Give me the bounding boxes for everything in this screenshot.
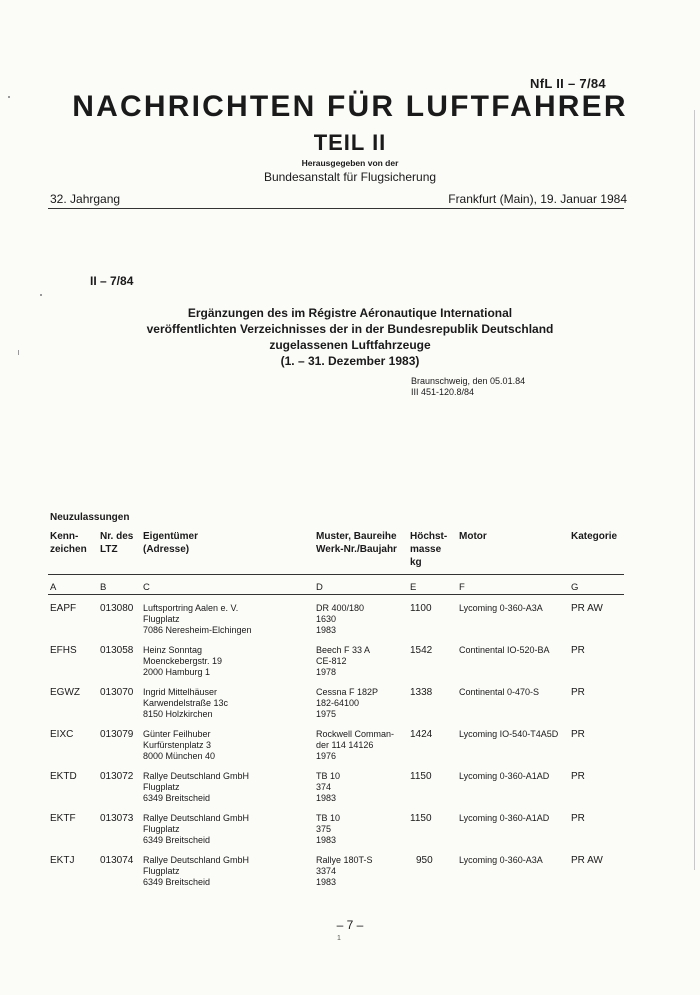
table-row — [0, 603, 700, 647]
owner-line: Ingrid Mittelhäuser — [143, 687, 218, 697]
type-line: 1983 — [316, 793, 337, 803]
cell-type — [316, 813, 340, 846]
header-category — [571, 530, 617, 543]
cell-category: PR — [571, 687, 585, 698]
cell-category: PR AW — [571, 855, 603, 866]
publisher-intro: Herausgegeben von der — [301, 158, 399, 168]
type-line: 3374 — [316, 866, 337, 876]
cell-registration: EFHS — [50, 645, 77, 656]
type-line: TB 10 — [316, 771, 341, 781]
header-text: Motor — [459, 531, 487, 542]
owner-line: 6349 Breitscheid — [143, 793, 211, 803]
column-letter: F — [459, 582, 465, 593]
scan-dot — [40, 294, 42, 296]
cell-category: PR AW — [571, 603, 603, 614]
scan-edge-line — [694, 110, 695, 870]
cell-registration: EKTJ — [50, 855, 75, 866]
owner-line: 6349 Breitscheid — [143, 835, 211, 845]
type-line: 1976 — [316, 751, 337, 761]
type-line: Rockwell Comman- — [316, 729, 395, 739]
cell-motor: Lycoming IO-540-T4A5D — [459, 729, 559, 739]
cell-mass: 1150 — [410, 813, 432, 824]
cell-category: PR — [571, 813, 585, 824]
cell-owner — [143, 645, 222, 678]
document-reference: NfL II – 7/84 — [530, 76, 606, 91]
page-number: – 7 – — [336, 918, 364, 932]
cell-type — [316, 603, 364, 636]
type-line: Cessna F 182P — [316, 687, 379, 697]
cell-owner — [143, 729, 215, 762]
column-letter: A — [50, 582, 57, 593]
scan-dot — [18, 350, 19, 355]
cell-ltz: 013058 — [100, 645, 134, 656]
type-line: 1983 — [316, 625, 337, 635]
type-line: 1630 — [316, 614, 337, 624]
table-row — [0, 855, 700, 899]
issuer-block — [411, 376, 525, 398]
heading-line: zugelassenen Luftfahrzeuge — [269, 338, 431, 352]
table-row — [0, 771, 700, 815]
header-text: kg — [410, 557, 422, 568]
cell-motor: Lycoming 0-360-A1AD — [459, 813, 550, 823]
owner-line: Rallye Deutschland GmbH — [143, 771, 250, 781]
heading-line: veröffentlichten Verzeichnisses der in der Bundesrepublik Deutschland — [146, 322, 554, 336]
owner-line: 2000 Hamburg 1 — [143, 667, 211, 677]
issuer-reference: III 451-120.8/84 — [411, 387, 475, 397]
cell-registration: EIXC — [50, 729, 74, 740]
header-text: Eigentümer — [143, 531, 199, 542]
header-ltz — [100, 530, 133, 556]
cell-category: PR — [571, 771, 585, 782]
owner-line: Rallye Deutschland GmbH — [143, 813, 250, 823]
header-text: Nr. des — [100, 531, 134, 542]
owner-line: Flugplatz — [143, 782, 180, 792]
table-header-divider — [48, 574, 624, 575]
column-letter: B — [100, 582, 107, 593]
table-row — [0, 645, 700, 689]
scan-dot — [8, 96, 10, 98]
heading-line: (1. – 31. Dezember 1983) — [280, 354, 420, 368]
owner-line: 8000 München 40 — [143, 751, 216, 761]
header-text: Muster, Baureihe — [316, 531, 397, 542]
cell-motor: Continental 0-470-S — [459, 687, 540, 697]
owner-line: Flugplatz — [143, 614, 180, 624]
header-kennzeichen — [50, 530, 87, 556]
table-letter-divider — [48, 594, 624, 595]
column-letter: G — [571, 582, 579, 593]
cell-registration: EKTF — [50, 813, 76, 824]
table-row — [0, 729, 700, 773]
type-line: 375 — [316, 824, 332, 834]
cell-owner — [143, 771, 249, 804]
cell-mass: 1424 — [410, 729, 433, 740]
place-date: Frankfurt (Main), 19. Januar 1984 — [448, 192, 627, 206]
owner-line: Luftsportring Aalen e. V. — [143, 603, 239, 613]
cell-registration: EGWZ — [50, 687, 80, 698]
publisher-name: Bundesanstalt für Flugsicherung — [263, 170, 437, 184]
cell-mass: 1100 — [410, 603, 432, 614]
cell-mass: 1150 — [410, 771, 432, 782]
owner-line: Karwendelstraße 13c — [143, 698, 229, 708]
cell-ltz: 013070 — [100, 687, 134, 698]
publication-title: NACHRICHTEN FÜR LUFTFAHRER — [72, 90, 628, 123]
owner-line: Rallye Deutschland GmbH — [143, 855, 250, 865]
cell-ltz: 013074 — [100, 855, 134, 866]
type-line: 1978 — [316, 667, 337, 677]
header-text: Höchst- — [410, 531, 448, 542]
heading-line: Ergänzungen des im Régistre Aéronautique International — [187, 306, 513, 320]
cell-category: PR — [571, 729, 585, 740]
owner-line: Günter Feilhuber — [143, 729, 211, 739]
notice-heading — [0, 305, 700, 369]
header-text: Kategorie — [571, 531, 618, 542]
volume-label: 32. Jahrgang — [50, 192, 121, 206]
cell-registration: EAPF — [50, 603, 77, 614]
type-line: Beech F 33 A — [316, 645, 371, 655]
section-title: Neuzulassungen — [50, 512, 130, 523]
cell-ltz: 013072 — [100, 771, 134, 782]
cell-ltz: 013079 — [100, 729, 134, 740]
issuer-place-date: Braunschweig, den 05.01.84 — [411, 376, 526, 386]
cell-type — [316, 771, 340, 804]
header-type — [316, 530, 397, 556]
owner-line: 6349 Breitscheid — [143, 877, 211, 887]
cell-ltz: 013073 — [100, 813, 134, 824]
cell-owner — [143, 813, 249, 846]
table-row — [0, 813, 700, 857]
page-sub-mark: 1 — [337, 935, 341, 942]
owner-line: Kurfürstenplatz 3 — [143, 740, 212, 750]
type-line: DR 400/180 — [316, 603, 365, 613]
owner-line: 8150 Holzkirchen — [143, 709, 213, 719]
cell-category: PR — [571, 645, 585, 656]
type-line: 1983 — [316, 877, 337, 887]
type-line: Rallye 180T-S — [316, 855, 373, 865]
header-text: (Adresse) — [143, 544, 190, 555]
header-divider — [48, 208, 624, 209]
type-line: 182-64100 — [316, 698, 360, 708]
type-line: 374 — [316, 782, 332, 792]
cell-mass: 1542 — [410, 645, 433, 656]
type-line: TB 10 — [316, 813, 341, 823]
cell-mass: 950 — [416, 855, 433, 866]
cell-mass: 1338 — [410, 687, 433, 698]
type-line: 1975 — [316, 709, 337, 719]
owner-line: 7086 Neresheim-Elchingen — [143, 625, 252, 635]
cell-registration: EKTD — [50, 771, 77, 782]
table-row — [0, 687, 700, 731]
cell-type — [316, 855, 373, 888]
header-text: Kenn- — [50, 531, 79, 542]
owner-line: Heinz Sonntag — [143, 645, 203, 655]
column-letter: D — [316, 582, 323, 593]
header-text: zeichen — [50, 544, 87, 555]
owner-line: Flugplatz — [143, 866, 180, 876]
header-text: LTZ — [100, 544, 118, 555]
owner-line: Moenckebergstr. 19 — [143, 656, 223, 666]
cell-motor: Lycoming 0-360-A3A — [459, 603, 543, 613]
cell-type — [316, 729, 394, 762]
cell-owner — [143, 687, 228, 720]
column-letter: C — [143, 582, 150, 593]
header-owner — [143, 530, 198, 556]
header-mass — [410, 530, 447, 569]
publication-part: TEIL II — [313, 130, 387, 155]
header-motor — [459, 530, 487, 543]
cell-owner — [143, 603, 252, 636]
cell-motor: Continental IO-520-BA — [459, 645, 550, 655]
cell-type — [316, 687, 378, 720]
column-letter: E — [410, 582, 417, 593]
type-line: CE-812 — [316, 656, 347, 666]
cell-motor: Lycoming 0-360-A3A — [459, 855, 543, 865]
notice-number: II – 7/84 — [90, 274, 134, 288]
cell-ltz: 013080 — [100, 603, 134, 614]
cell-owner — [143, 855, 249, 888]
cell-type — [316, 645, 370, 678]
owner-line: Flugplatz — [143, 824, 180, 834]
header-text: masse — [410, 544, 442, 555]
header-text: Werk-Nr./Baujahr — [316, 544, 397, 555]
cell-motor: Lycoming 0-360-A1AD — [459, 771, 550, 781]
type-line: der 114 14126 — [316, 740, 374, 750]
type-line: 1983 — [316, 835, 337, 845]
